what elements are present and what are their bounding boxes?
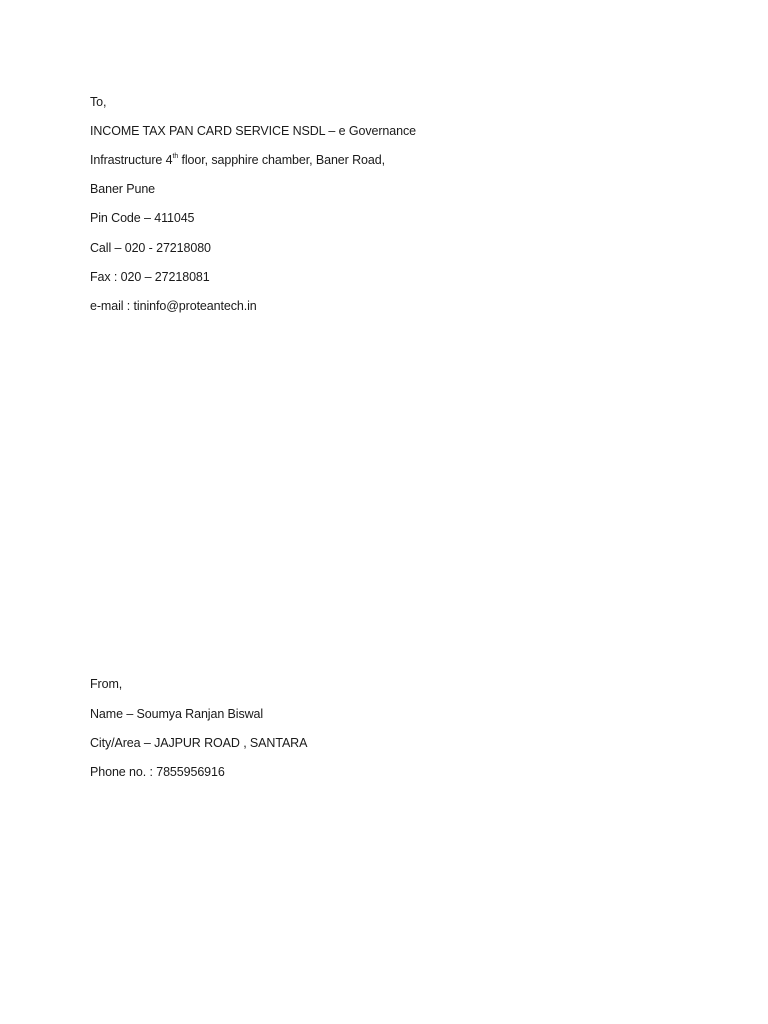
recipient-fax: Fax : 020 – 27218081 [90,270,210,284]
recipient-pin-code: Pin Code – 411045 [90,211,195,225]
from-salutation: From, [90,677,123,691]
ordinal-suffix: th [172,152,179,160]
recipient-call: Call – 020 - 27218080 [90,241,211,255]
recipient-line-2-suffix: floor, sapphire chamber, Baner Road, [178,153,385,167]
to-salutation: To, [90,95,107,109]
sender-name: Name – Soumya Ranjan Biswal [90,707,264,721]
recipient-line-2-prefix: Infrastructure 4 [90,153,173,167]
recipient-line-2 [90,152,385,168]
recipient-line-1: INCOME TAX PAN CARD SERVICE NSDL – e Governance [90,124,416,138]
sender-city: City/Area – JAJPUR ROAD , SANTARA [90,736,308,750]
recipient-line-3: Baner Pune [90,182,156,196]
sender-phone: Phone no. : 7855956916 [90,765,225,779]
recipient-email: e-mail : tininfo@proteantech.in [90,299,257,313]
